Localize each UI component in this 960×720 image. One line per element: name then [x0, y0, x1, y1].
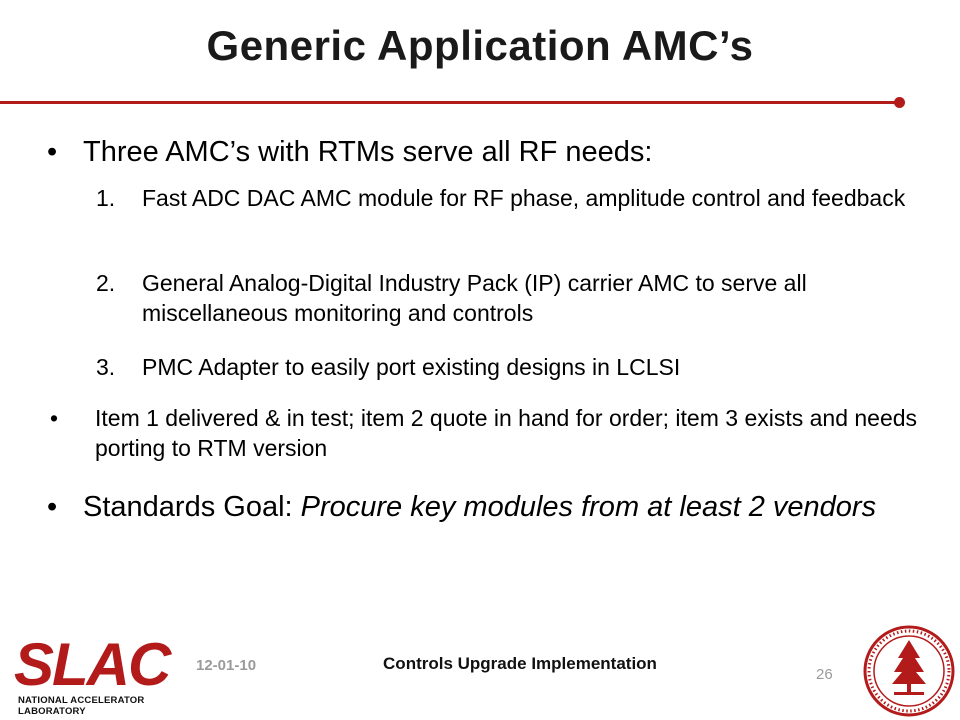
numbered-item-text: Fast ADC DAC AMC module for RF phase, amplitude control and feedback — [142, 185, 906, 211]
bullet-dot: • — [47, 136, 58, 168]
numbered-item-number: 3. — [96, 354, 116, 380]
stanford-seal-icon — [862, 624, 956, 718]
numbered-item-text: PMC Adapter to easily port existing designs in LCLSI — [142, 354, 681, 380]
footer-title: Controls Upgrade Implementation — [383, 654, 657, 673]
numbered-item-text: General Analog-Digital Industry Pack (IP) carrier AMC to serve all miscellaneous monitoring and controls — [142, 270, 807, 326]
standards-label: Standards Goal: — [83, 491, 301, 523]
numbered-item-number: 2. — [96, 270, 116, 296]
standards-goal: Procure key modules from at least 2 vendors — [300, 491, 877, 523]
sub-bullet-text: Item 1 delivered & in test; item 2 quote in hand for order; item 3 exists and needs porting to RTM version — [95, 405, 918, 461]
slac-logo-wordmark: SLAC — [14, 631, 170, 698]
page-number: 26 — [816, 666, 833, 683]
slac-logo-subtext: NATIONAL ACCELERATOR LABORATORY — [18, 695, 145, 717]
standards-text — [83, 489, 933, 525]
slide-title: Generic Application AMC’s — [206, 22, 754, 69]
bullet-dot: • — [50, 405, 59, 431]
numbered-item-number: 1. — [96, 185, 116, 211]
footer-date: 12-01-10 — [196, 657, 257, 674]
bullet-main-text: Three AMC’s with RTMs serve all RF needs: — [83, 136, 653, 168]
bullet-dot: • — [47, 491, 58, 523]
